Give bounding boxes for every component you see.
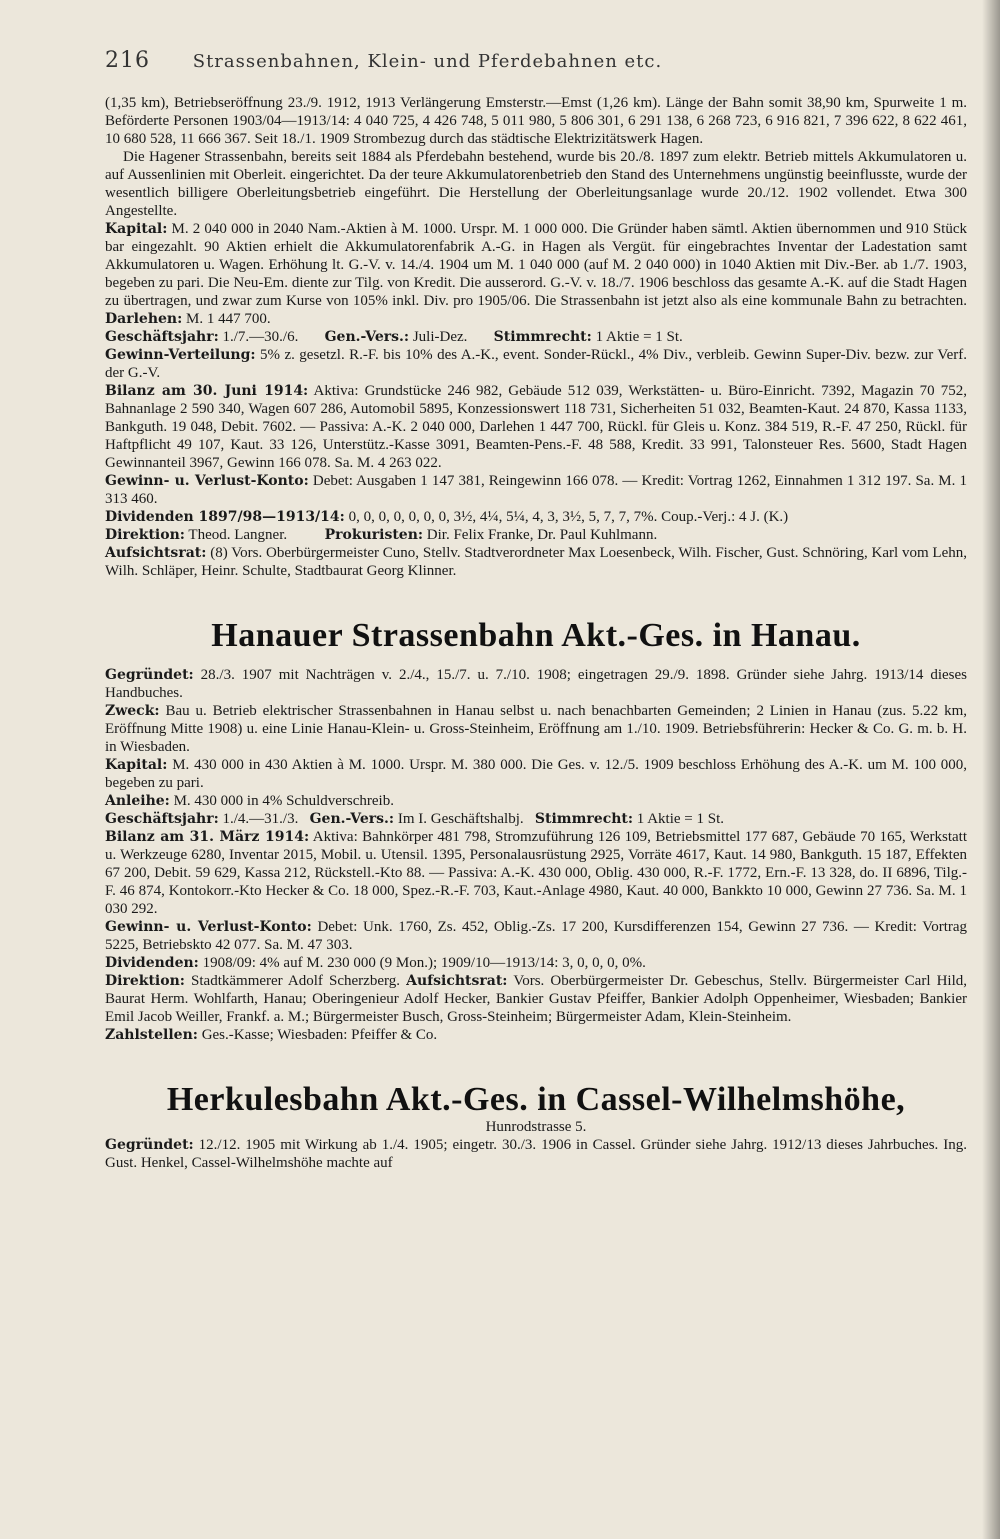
entry-label: Gen.-Vers.:: [324, 329, 410, 345]
entry-text: Stadtkämmerer Adolf Scherzberg.: [191, 973, 400, 989]
section-gap: [105, 580, 967, 618]
hagen-entry: [105, 526, 967, 544]
entry-label: Gen.-Vers.:: [309, 811, 395, 827]
running-title: Strassenbahnen, Klein- und Pferdebahnen etc.: [192, 51, 663, 72]
entry-text: Debet: Unk. 1760, Zs. 452, Oblig.-Zs. 17 200, Kursdifferenzen 154, Gewinn 27 736. — Kredit: Vortrag 5225, Betriebskto 42 077. Sa. M. 47 303.: [105, 919, 968, 953]
text-column: [105, 94, 967, 1172]
hagen-entry: [105, 508, 967, 526]
entry-text: 28./3. 1907 mit Nachträgen v. 2./4., 15./7. u. 7./10. 1908; eingetragen 29./9. 1898. Gründer siehe Jahrg. 1913/14 dieses Handbuches.: [105, 667, 968, 701]
hanau-entry: [105, 1026, 967, 1044]
entry-label: Stimmrecht:: [534, 811, 634, 827]
entry-text: 1 Aktie = 1 St.: [595, 329, 683, 345]
entry-text: M. 430 000 in 430 Aktien à M. 1000. Urspr. M. 380 000. Die Ges. v. 12./5. 1909 beschloss Erhöhung des A.-K. um M. 100 000, begeben zu pari.: [105, 757, 968, 791]
entry-label: Stimmrecht:: [493, 329, 592, 345]
entry-label: Kapital:: [105, 221, 168, 237]
hagen-paragraph: (1,35 km), Betriebseröffnung 23./9. 1912, 1913 Verlängerung Emsterstr.—Emst (1,26 km). Länge der Bahn somit 38,90 km, Spurweite 1 m. Beförderte Personen 1903/04—1913/14: 4 040 725, 4 426 748, 5 011 980, 5 806 301, 6 291 138, 6 268 723, 6 916 821, 7 396 622, 8 622 461, 10 680 528, 11 666 367. Seit 18./1. 1909 Strombezug durch das städtische Elektrizitätswerk Hagen.: [105, 95, 967, 147]
hagen-entry: [105, 328, 967, 346]
entry-text: 5% z. gesetzl. R.-F. bis 10% des A.-K., event. Sonder-Rückl., 4% Div., verbleib. Gewinn Super-Div. bezw. zur Verf. der G.-V.: [105, 347, 967, 381]
entry-label: Direktion:: [105, 527, 185, 543]
section-gap: [105, 1044, 967, 1082]
entry-text: Theod. Langner.: [188, 527, 288, 543]
entry-text: 1908/09: 4% auf M. 230 000 (9 Mon.); 1909/10—1913/14: 3, 0, 0, 0, 0%.: [202, 955, 646, 971]
page-edge-shadow: [982, 0, 1000, 1539]
hagen-entry: [105, 472, 967, 508]
entry-text: Aktiva: Bahnkörper 481 798, Stromzuführung 126 109, Betriebsmittel 177 687, Gebäude 70 165, Werkstatt u. Werkzeuge 6280, Inventar 2015, Mobil. u. Utensil. 1395, Personalausrüstung 2925, Vorräte 4617, Kaut. 14 980, Bankguth. 15 187, Effekten 67 200, Debit. 59 629, Kassa 212, Rückstell.-Kto 88. — Passiva: A.-K. 430 000, Oblig. 430 000, R.-F. 1772, Ern.-F. 13 328, do. II 6896, Tilg.-F. 46 874, Kontokorr.-Kto Hecker & Co. 18 000, Spez.-R.-F. 703, Kaut.-Anlage 4980, Kaut. 40 000, Bankkto 10 000, Gewinn 27 736. Sa. M. 1 030 292.: [105, 829, 968, 917]
entry-text: Im I. Geschäftshalbj.: [397, 811, 524, 827]
entry-label: Geschäftsjahr:: [105, 329, 219, 345]
entry-label: Gegründet:: [105, 667, 194, 683]
entry-text: (8) Vors. Oberbürgermeister Cuno, Stellv. Stadtverordneter Max Loesenbeck, Wilh. Fischer, Gust. Schnöring, Karl vom Lehn, Wilh. Schläper, Heinr. Schulte, Stadtbaurat Georg Klinner.: [105, 545, 967, 579]
entry-text: Bau u. Betrieb elektrischer Strassenbahnen in Hanau selbst u. nach benachbarten Gemeinden; 2 Linien in Hanau (zus. 5.22 km, Eröffnung Mitte 1908) u. eine Linie Hanau-Klein- u. Gross-Steinheim, Eröffnung am 1./10. 1909. Betriebsführerin: Hecker & Co. G. m. b. H. in Wiesbaden.: [105, 703, 968, 755]
hagen-entry: [105, 544, 967, 580]
hagen-entry: [105, 346, 967, 382]
section-heading-herkules: Herkulesbahn Akt.-Ges. in Cassel-Wilhelmshöhe,: [166, 1081, 906, 1118]
entry-label: Dividenden:: [105, 955, 199, 971]
entry-text: 1./4.—31./3.: [222, 811, 299, 827]
entry-label: Gegründet:: [105, 1137, 194, 1153]
hanau-entry: [105, 792, 967, 810]
entry-label: Gewinn- u. Verlust-Konto:: [105, 919, 312, 935]
hagen-entry: [105, 382, 967, 472]
entry-text: Debet: Ausgaben 1 147 381, Reingewinn 166 078. — Kredit: Vortrag 1262, Einnahmen 1 312 197. Sa. M. 1 313 460.: [105, 473, 967, 507]
hanau-entry: [105, 954, 967, 972]
page-header: [105, 48, 965, 73]
entry-text: M. 2 040 000 in 2040 Nam.-Aktien à M. 1000. Urspr. M. 1 000 000. Die Gründer haben sämtl. Aktien übernommen und 910 Stück bar eingezahlt. 90 Aktien erhielt die Akkumulatorenfabrik A.-G. in Hagen als Vergüt. für eingebrachtes Inventar der Ladestation samt Akkumulatoren u. Wagen. Erhöhung lt. G.-V. v. 14./4. 1904 um M. 1 040 000 (auf M. 2 040 000) in 1040 Aktien mit Div.-Ber. ab 1./7. 1903, begeben zu pari. Die Neu-Em. diente zur Tilg. von Kredit. Die ausserord. G.-V. v. 18./7. 1906 beschloss das gesamte A.-K. auf die Stadt Hagen zu übertragen, und zwar zum Kurse von 105% inkl. Div. pro 1905/06. Die Strassenbahn ist jetzt also als eine kommunale Bahn zu betrachten.: [105, 221, 967, 309]
entry-text: 0, 0, 0, 0, 0, 0, 0, 3½, 4¼, 5¼, 4, 3, 3½, 5, 7, 7, 7%. Coup.-Verj.: 4 J. (K.): [348, 509, 789, 525]
hanau-entry: [105, 666, 967, 702]
hanau-entry: [105, 702, 967, 756]
entry-label: Gewinn- u. Verlust-Konto:: [105, 473, 309, 489]
section-gap: [105, 654, 967, 666]
entry-text: 1./7.—30./6.: [222, 329, 299, 345]
entry-label: Aufsichtsrat:: [105, 545, 207, 561]
entry-text: Juli-Dez.: [412, 329, 468, 345]
hagen-paragraph: Die Hagener Strassenbahn, bereits seit 1884 als Pferdebahn bestehend, wurde bis 20./8. 1897 zum elektr. Betrieb mittels Akkumulatoren u. auf Aussenlinien mit Oberleit. eingerichtet. Da der teure Akkumulatorenbetrieb den Stand des Unternehmens ungünstig beeinflusste, wurde der wesentlich billigere Oberleitungsbetrieb eingeführt. Die Herstellung der Oberleitungsanlage wurde 20./12. 1902 vollendet. Etwa 300 Angestellte.: [105, 149, 967, 219]
page-number: 216: [105, 48, 150, 73]
hanau-entry: [105, 810, 967, 828]
hanau-entry: [105, 828, 967, 918]
hanau-entry: [105, 756, 967, 792]
section-heading-hanau: Hanauer Strassenbahn Akt.-Ges. in Hanau.: [211, 617, 861, 654]
entry-text: 1 Aktie = 1 St.: [636, 811, 725, 827]
entry-text: Dir. Felix Franke, Dr. Paul Kuhlmann.: [426, 527, 658, 543]
entry-label: Zahlstellen:: [105, 1027, 198, 1043]
entry-label: Bilanz am 31. März 1914:: [105, 829, 310, 845]
entry-text: Ges.-Kasse; Wiesbaden: Pfeiffer & Co.: [201, 1027, 438, 1043]
entry-text: M. 430 000 in 4% Schuldverschreib.: [173, 793, 394, 809]
entry-label: Prokuristen:: [324, 527, 424, 543]
hagen-entry: [105, 220, 967, 328]
entry-label: Kapital:: [105, 757, 168, 773]
herkules-entry: [105, 1136, 967, 1172]
entry-text: 12./12. 1905 mit Wirkung ab 1./4. 1905; eingetr. 30./3. 1906 in Cassel. Gründer siehe Jahrg. 1912/13 dieses Jahrbuches. Ing. Gust. Henkel, Cassel-Wilhelmshöhe machte auf: [105, 1137, 967, 1171]
entry-label: Darlehen:: [105, 311, 183, 327]
hanau-entry: [105, 972, 967, 1026]
hanau-entry: [105, 918, 967, 954]
entry-label: Dividenden 1897/98—1913/14:: [105, 509, 345, 525]
section-address: Hunrodstrasse 5.: [485, 1119, 587, 1135]
entry-text: Vors. Oberbürgermeister Dr. Gebeschus, Stellv. Bürgermeister Carl Hild, Baurat Herm. Wohlfarth, Hanau; Oberingenieur Adolf Hecker, Bankier Gustav Pfeiffer, Bankier Adolph Oppenheimer, Wiesbaden; Bankier Emil Jacob Weiller, Frankf. a. M.; Bürgermeister Busch, Gross-Steinheim; Bürgermeister Adam, Klein-Steinheim.: [105, 973, 968, 1025]
entry-text: M. 1 447 700.: [186, 311, 271, 327]
entry-label: Direktion:: [105, 973, 185, 989]
entry-label: Geschäftsjahr:: [105, 811, 219, 827]
entry-label: Bilanz am 30. Juni 1914:: [105, 383, 309, 399]
entry-label: Anleihe:: [105, 793, 170, 809]
entry-label: Gewinn-Verteilung:: [105, 347, 256, 363]
entry-label: Zweck:: [105, 703, 160, 719]
entry-label: Aufsichtsrat:: [406, 973, 508, 989]
entry-text: Aktiva: Grundstücke 246 982, Gebäude 512 039, Werkstätten- u. Büro-Einricht. 7392, Magazin 70 752, Bahnanlage 2 590 340, Wagen 607 286, Automobil 5895, Konzessionswert 118 731, Sicherheiten 51 032, Beamten-Kaut. 24 870, Kassa 1133, Bankguth. 19 048, Debit. 7602. — Passiva: A.-K. 2 040 000, Darlehen 1 447 700, Rückl. für Gleis u. Konz. 384 519, R.-F. 47 250, Rückl. für Haftpflicht 49 107, Kaut. 33 126, Unterstütz.-Kasse 3091, Beamten-Pens.-F. 48 588, Kredit. 33 991, Talonsteuer Res. 5600, Stadt Hagen Gewinnanteil 3967, Gewinn 166 078. Sa. M. 4 263 022.: [105, 383, 967, 471]
